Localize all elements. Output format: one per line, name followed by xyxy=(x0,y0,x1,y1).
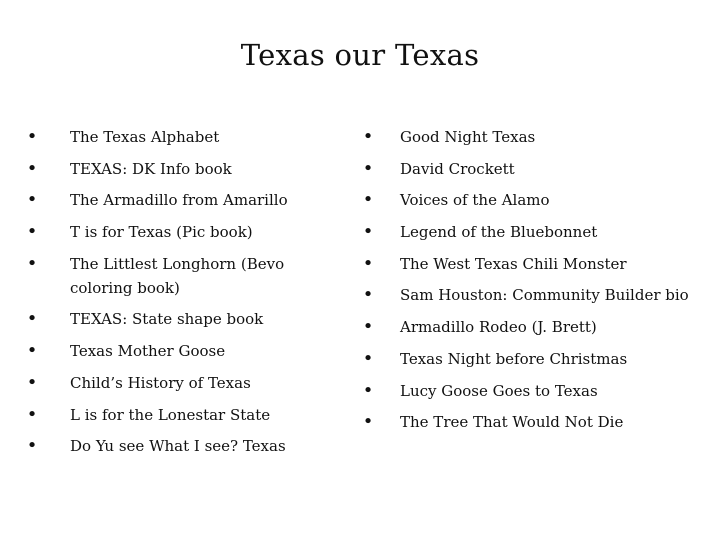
list-item-text: David Crockett xyxy=(400,159,515,178)
bullet-icon: • xyxy=(362,411,374,433)
list-item-text: The Armadillo from Amarillo xyxy=(70,191,288,210)
bullet-icon: • xyxy=(26,403,38,425)
list-item-text: The West Texas Chili Monster xyxy=(400,254,627,273)
list-item xyxy=(360,252,700,276)
list-item-text: Texas Night before Christmas xyxy=(400,349,628,368)
list-item-text: Legend of the Bluebonnet xyxy=(400,223,598,242)
list-item-text: Texas Mother Goose xyxy=(70,342,226,361)
bullet-icon: • xyxy=(362,126,374,147)
list-item xyxy=(26,339,346,363)
list-item-text: Child’s History of Texas xyxy=(70,373,251,392)
bullet-icon: • xyxy=(362,189,374,211)
list-item-text: Armadillo Rodeo (J. Brett) xyxy=(400,318,597,337)
list-item-text: Sam Houston: Community Builder bio xyxy=(400,286,689,305)
list-item xyxy=(360,188,700,212)
slide-title: Texas our Texas xyxy=(240,38,480,72)
list-item xyxy=(360,220,700,244)
bullet-icon: • xyxy=(26,252,38,274)
bullet-icon: • xyxy=(26,435,38,457)
list-item-text: The Littlest Longhorn (Bevo coloring book) xyxy=(70,254,285,297)
bullet-icon: • xyxy=(362,157,374,179)
list-item xyxy=(26,157,346,181)
list-item xyxy=(360,379,700,403)
bullet-icon: • xyxy=(362,347,374,369)
list-item-text: Good Night Texas xyxy=(400,128,536,146)
left-book-list xyxy=(26,125,346,466)
list-item-text: L is for the Lonestar State xyxy=(70,405,271,424)
list-item-text: The Tree That Would Not Die xyxy=(400,413,624,432)
list-item xyxy=(360,283,700,307)
bullet-icon: • xyxy=(26,340,38,362)
list-item xyxy=(26,371,346,395)
bullet-icon: • xyxy=(26,371,38,393)
list-item xyxy=(26,220,346,244)
list-item xyxy=(360,315,700,339)
list-item xyxy=(360,157,700,181)
list-item-text: The Texas Alphabet xyxy=(70,128,220,146)
list-item xyxy=(26,252,346,300)
list-item xyxy=(360,347,700,371)
list-item-text: Lucy Goose Goes to Texas xyxy=(400,381,598,400)
bullet-icon: • xyxy=(362,221,374,243)
list-item xyxy=(26,125,346,149)
list-item xyxy=(360,125,700,149)
list-item-text: TEXAS: State shape book xyxy=(70,310,264,329)
bullet-icon: • xyxy=(362,379,374,401)
right-book-list xyxy=(360,125,700,442)
bullet-icon: • xyxy=(26,308,38,330)
list-item-text: Voices of the Alamo xyxy=(400,191,550,210)
list-item-text: Do Yu see What I see? Texas xyxy=(70,437,286,456)
list-item-text: T is for Texas (Pic book) xyxy=(70,223,253,242)
list-item xyxy=(26,434,346,458)
list-item xyxy=(26,403,346,427)
bullet-icon: • xyxy=(26,221,38,243)
list-item xyxy=(26,307,346,331)
list-item-text: TEXAS: DK Info book xyxy=(70,159,232,178)
list-item xyxy=(360,410,700,434)
bullet-icon: • xyxy=(26,189,38,211)
bullet-icon: • xyxy=(362,252,374,274)
list-item xyxy=(26,188,346,212)
bullet-icon: • xyxy=(26,126,38,147)
bullet-icon: • xyxy=(26,157,38,179)
bullet-icon: • xyxy=(362,316,374,338)
bullet-icon: • xyxy=(362,284,374,306)
